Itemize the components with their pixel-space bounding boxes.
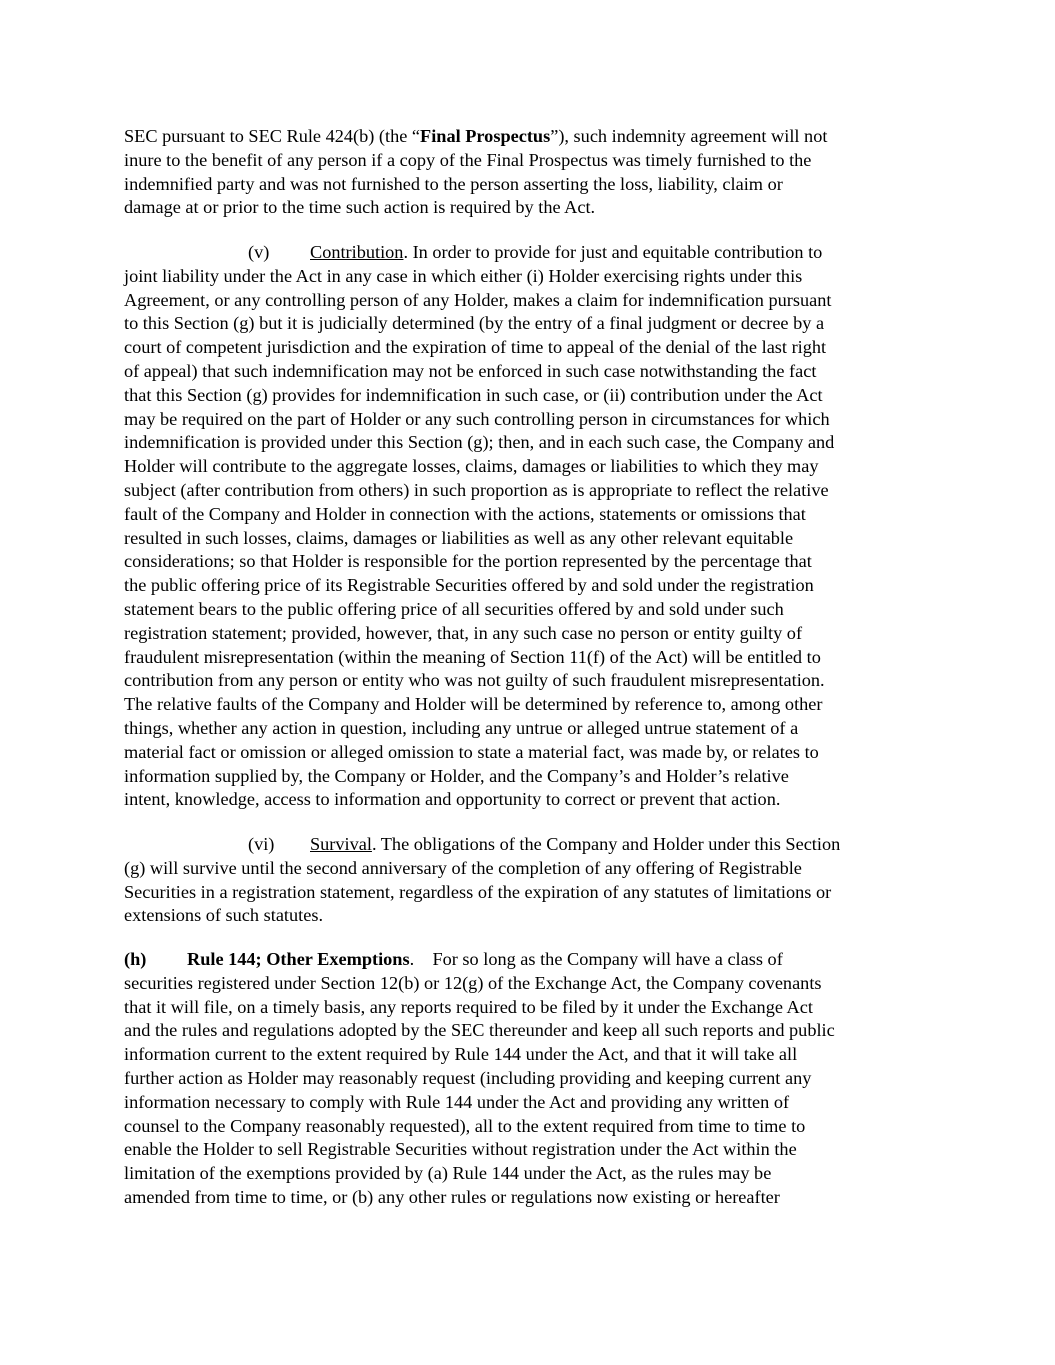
text-line: further action as Holder may reasonably request (including providing and keeping current any — [124, 1067, 812, 1088]
text-line: damage at or prior to the time such action is required by the Act. — [124, 197, 596, 218]
text-line: and the rules and regulations adopted by the SEC thereunder and keep all such reports and public — [124, 1020, 835, 1041]
text-line: indemnification is provided under this Section (g); then, and in each such case, the Company and — [124, 432, 835, 453]
text-line: indemnified party and was not furnished to the person asserting the loss, liability, claim or — [124, 173, 783, 194]
paragraph-final-prospectus — [124, 125, 934, 220]
text-line: securities registered under Section 12(b) or 12(g) of the Exchange Act, the Company covenants — [124, 972, 822, 993]
text-line: material fact or omission or alleged omission to state a material fact, was made by, or relates to — [124, 741, 819, 762]
text-line: counsel to the Company reasonably requested), all to the extent required from time to time to — [124, 1115, 806, 1136]
text-line: (vi) Survival. The obligations of the Company and Holder under this Section — [124, 833, 934, 857]
text-line: SEC pursuant to SEC Rule 424(b) (the “Final Prospectus”), such indemnity agreement will not — [124, 126, 828, 146]
text-line: Securities in a registration statement, regardless of the expiration of any statutes of limitations or — [124, 881, 832, 902]
section-heading: Contribution — [310, 242, 404, 262]
text-line: information necessary to comply with Rule 144 under the Act and providing any written of — [124, 1091, 790, 1112]
paragraph-survival — [124, 833, 934, 928]
text-line: resulted in such losses, claims, damages or liabilities as well as any other relevant equitable — [124, 527, 794, 548]
text-line: amended from time to time, or (b) any other rules or regulations now existing or hereafter — [124, 1186, 780, 1207]
text-line: fault of the Company and Holder in connection with the actions, statements or omissions that — [124, 503, 806, 524]
text-line: contribution from any person or entity who was not guilty of such fraudulent misrepresentation. — [124, 670, 825, 691]
text-line: information current to the extent required by Rule 144 under the Act, and that it will take all — [124, 1044, 798, 1065]
text-line: intent, knowledge, access to information and opportunity to correct or prevent that action. — [124, 789, 781, 810]
text-line: The relative faults of the Company and Holder will be determined by reference to, among other — [124, 694, 823, 715]
text-line: that it will file, on a timely basis, any reports required to be filed by it under the Exchange Act — [124, 996, 813, 1017]
text-line: statement bears to the public offering price of all securities offered by and sold under such — [124, 598, 784, 619]
section-heading: Survival — [310, 834, 372, 854]
paragraph-contribution — [124, 241, 934, 812]
text-line: (g) will survive until the second anniversary of the completion of any offering of Registrable — [124, 857, 802, 878]
text-line: to this Section (g) but it is judicially determined (by the entry of a final judgment or decree by a — [124, 313, 825, 334]
text-line: that this Section (g) provides for indemnification in such case, or (ii) contribution under the Act — [124, 384, 823, 405]
section-number: (h) — [124, 949, 147, 969]
text-line: court of competent jurisdiction and the expiration of time to appeal of the denial of the last right — [124, 337, 827, 358]
section-number: (v) — [248, 242, 270, 262]
text-line: may be required on the part of Holder or any such controlling person in circumstances for which — [124, 408, 830, 429]
text-line: (h) Rule 144; Other Exemptions. For so long as the Company will have a class of — [124, 948, 934, 972]
text-line: fraudulent misrepresentation (within the meaning of Section 11(f) of the Act) will be entitled to — [124, 646, 821, 667]
text-line: extensions of such statutes. — [124, 905, 324, 926]
text-line: inure to the benefit of any person if a copy of the Final Prospectus was timely furnished to the — [124, 149, 812, 170]
defined-term: Final Prospectus — [420, 126, 551, 146]
text-line: Agreement, or any controlling person of any Holder, makes a claim for indemnification pursuant — [124, 289, 832, 310]
section-heading: Rule 144; Other Exemptions — [187, 949, 410, 969]
text-line: information supplied by, the Company or Holder, and the Company’s and Holder’s relative — [124, 765, 789, 786]
text-line: limitation of the exemptions provided by (a) Rule 144 under the Act, as the rules may be — [124, 1163, 772, 1184]
text-line: joint liability under the Act in any case in which either (i) Holder exercising rights under this — [124, 265, 803, 286]
text-line: Holder will contribute to the aggregate losses, claims, damages or liabilities to which they may — [124, 456, 819, 477]
text-line: the public offering price of its Registrable Securities offered by and sold under the registration — [124, 575, 814, 596]
text-line: subject (after contribution from others) in such proportion as is appropriate to reflect the relative — [124, 479, 829, 500]
section-number: (vi) — [248, 834, 275, 854]
paragraph-rule-144 — [124, 948, 934, 1210]
text-line: (v) Contribution. In order to provide for just and equitable contribution to — [124, 241, 934, 265]
text-line: considerations; so that Holder is responsible for the portion represented by the percentage that — [124, 551, 812, 572]
text-line: things, whether any action in question, including any untrue or alleged untrue statement of a — [124, 717, 799, 738]
text-line: of appeal) that such indemnification may not be enforced in such case notwithstanding the fact — [124, 360, 817, 381]
text-line: registration statement; provided, however, that, in any such case no person or entity guilty of — [124, 622, 803, 643]
text-line: enable the Holder to sell Registrable Securities without registration under the Act within the — [124, 1139, 797, 1160]
